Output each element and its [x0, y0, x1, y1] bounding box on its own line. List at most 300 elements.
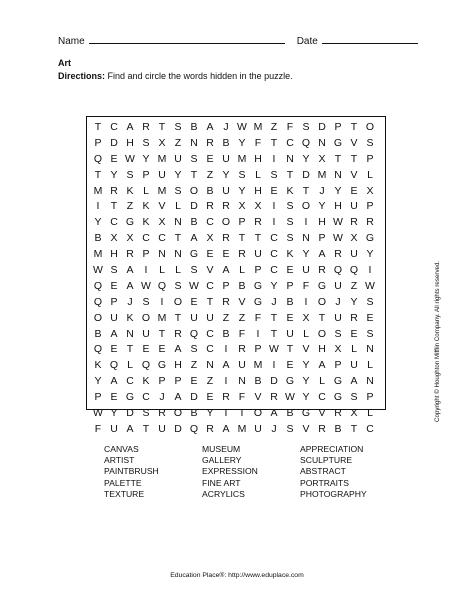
grid-letter[interactable]: U — [142, 327, 150, 340]
grid-letter[interactable]: L — [175, 264, 181, 277]
grid-letter[interactable]: A — [318, 248, 326, 261]
grid-letter[interactable]: Q — [141, 359, 151, 372]
grid-letter[interactable]: L — [239, 264, 245, 277]
grid-letter[interactable]: T — [318, 311, 326, 324]
grid-letter[interactable]: E — [110, 343, 118, 356]
grid-letter[interactable]: Z — [238, 311, 246, 324]
grid-letter[interactable]: M — [253, 121, 263, 133]
grid-letter[interactable]: W — [189, 279, 199, 292]
grid-letter[interactable]: E — [190, 295, 198, 308]
grid-letter[interactable]: B — [190, 216, 198, 229]
grid-letter[interactable]: A — [110, 327, 118, 340]
grid-letter[interactable]: X — [350, 232, 358, 245]
grid-letter[interactable]: U — [110, 422, 118, 435]
grid-letter[interactable]: T — [94, 121, 102, 133]
grid-letter[interactable]: E — [222, 248, 230, 261]
grid-letter[interactable]: N — [158, 248, 166, 261]
grid-letter[interactable]: D — [190, 200, 198, 213]
grid-letter[interactable]: W — [333, 216, 343, 229]
grid-letter[interactable]: S — [238, 168, 246, 181]
grid-letter[interactable]: L — [159, 264, 165, 277]
grid-letter[interactable]: N — [366, 343, 374, 356]
grid-letter[interactable]: W — [269, 343, 279, 356]
grid-letter[interactable]: O — [189, 184, 199, 197]
grid-letter[interactable]: Y — [302, 248, 310, 261]
grid-letter[interactable]: A — [174, 343, 182, 356]
grid-letter[interactable]: U — [254, 422, 262, 435]
grid-letter[interactable]: C — [270, 232, 278, 245]
grid-letter[interactable]: T — [238, 232, 246, 245]
grid-letter[interactable]: Z — [270, 121, 278, 133]
grid-letter[interactable]: K — [94, 359, 102, 372]
grid-letter[interactable]: P — [158, 375, 166, 388]
grid-letter[interactable]: L — [255, 168, 261, 181]
grid-letter[interactable]: K — [126, 311, 134, 324]
grid-letter[interactable]: W — [93, 264, 103, 277]
grid-letter[interactable]: P — [94, 136, 102, 149]
grid-letter[interactable]: W — [333, 232, 343, 245]
grid-letter[interactable]: P — [318, 232, 326, 245]
grid-letter[interactable]: C — [110, 121, 118, 133]
grid-letter[interactable]: E — [286, 359, 294, 372]
grid-letter[interactable]: R — [222, 200, 230, 213]
grid-letter[interactable]: L — [351, 343, 357, 356]
grid-letter[interactable]: U — [302, 264, 310, 277]
grid-letter[interactable]: Q — [109, 359, 119, 372]
grid-letter[interactable]: N — [206, 359, 214, 372]
grid-letter[interactable]: P — [366, 391, 374, 404]
grid-letter[interactable]: L — [175, 200, 181, 213]
grid-letter[interactable]: D — [270, 375, 278, 388]
grid-letter[interactable]: X — [158, 136, 166, 149]
grid-letter[interactable]: G — [125, 391, 135, 404]
grid-letter[interactable]: W — [125, 152, 135, 165]
grid-letter[interactable]: Y — [238, 136, 246, 149]
grid-letter[interactable]: T — [350, 121, 358, 133]
grid-letter[interactable]: G — [253, 295, 263, 308]
grid-letter[interactable]: A — [222, 359, 230, 372]
grid-letter[interactable]: N — [190, 136, 198, 149]
grid-letter[interactable]: Y — [302, 152, 310, 165]
grid-letter[interactable]: U — [158, 422, 166, 435]
grid-letter[interactable]: X — [158, 216, 166, 229]
grid-letter[interactable]: X — [254, 200, 262, 213]
grid-letter[interactable]: V — [206, 264, 214, 277]
grid-letter[interactable]: A — [110, 375, 118, 388]
grid-letter[interactable]: W — [93, 407, 103, 420]
grid-letter[interactable]: P — [110, 295, 118, 308]
grid-letter[interactable]: R — [142, 121, 150, 133]
grid-letter[interactable]: Q — [189, 327, 199, 340]
grid-letter[interactable]: O — [141, 311, 151, 324]
grid-letter[interactable]: N — [318, 136, 326, 149]
grid-letter[interactable]: A — [126, 264, 134, 277]
grid-letter[interactable]: P — [366, 152, 374, 165]
grid-letter[interactable]: U — [350, 200, 358, 213]
grid-letter[interactable]: A — [174, 391, 182, 404]
grid-letter[interactable]: W — [285, 391, 295, 404]
grid-letter[interactable]: E — [110, 152, 118, 165]
grid-letter[interactable]: L — [143, 184, 149, 197]
grid-letter[interactable]: Y — [318, 200, 326, 213]
grid-letter[interactable]: Q — [93, 295, 103, 308]
grid-letter[interactable]: F — [94, 422, 102, 435]
grid-letter[interactable]: Q — [93, 343, 103, 356]
grid-letter[interactable]: B — [94, 232, 102, 245]
grid-letter[interactable]: R — [174, 327, 182, 340]
grid-letter[interactable]: C — [270, 248, 278, 261]
grid-letter[interactable]: K — [126, 184, 134, 197]
grid-letter[interactable]: L — [367, 168, 373, 181]
grid-letter[interactable]: T — [206, 295, 214, 308]
grid-letter[interactable]: H — [254, 184, 262, 197]
grid-letter[interactable]: U — [350, 359, 358, 372]
grid-letter[interactable]: R — [238, 343, 246, 356]
grid-letter[interactable]: E — [206, 391, 214, 404]
grid-letter[interactable]: Y — [238, 184, 246, 197]
grid-letter[interactable]: Q — [93, 152, 103, 165]
grid-letter[interactable]: R — [110, 184, 118, 197]
grid-letter[interactable]: R — [334, 248, 342, 261]
grid-letter[interactable]: L — [367, 359, 373, 372]
grid-letter[interactable]: V — [302, 343, 310, 356]
grid-letter[interactable]: Y — [302, 391, 310, 404]
grid-letter[interactable]: R — [222, 391, 230, 404]
grid-letter[interactable]: T — [126, 343, 134, 356]
grid-letter[interactable]: S — [286, 422, 294, 435]
grid-letter[interactable]: W — [141, 279, 151, 292]
grid-letter[interactable]: I — [256, 327, 260, 340]
grid-letter[interactable]: J — [127, 295, 133, 308]
grid-letter[interactable]: C — [206, 343, 214, 356]
grid-letter[interactable]: E — [270, 184, 278, 197]
grid-letter[interactable]: J — [319, 184, 325, 197]
grid-letter[interactable]: A — [126, 121, 134, 133]
grid-letter[interactable]: C — [206, 216, 214, 229]
grid-letter[interactable]: D — [174, 422, 182, 435]
grid-letter[interactable]: T — [286, 343, 294, 356]
grid-letter[interactable]: I — [224, 343, 228, 356]
grid-letter[interactable]: N — [126, 327, 134, 340]
grid-letter[interactable]: G — [253, 279, 263, 292]
grid-letter[interactable]: B — [254, 375, 262, 388]
grid-letter[interactable]: P — [366, 200, 374, 213]
grid-letter[interactable]: Y — [350, 295, 358, 308]
grid-letter[interactable]: S — [286, 216, 294, 229]
grid-letter[interactable]: A — [318, 359, 326, 372]
grid-letter[interactable]: Z — [126, 200, 134, 213]
grid-letter[interactable]: B — [190, 121, 198, 133]
grid-letter[interactable]: L — [367, 407, 373, 420]
grid-letter[interactable]: E — [350, 184, 358, 197]
grid-letter[interactable]: T — [174, 232, 182, 245]
grid-letter[interactable]: G — [189, 248, 199, 261]
grid-letter[interactable]: U — [238, 359, 246, 372]
grid-letter[interactable]: G — [125, 216, 135, 229]
grid-letter[interactable]: P — [334, 121, 342, 133]
grid-letter[interactable]: V — [318, 407, 326, 420]
grid-letter[interactable]: K — [142, 375, 150, 388]
grid-letter[interactable]: Y — [142, 152, 150, 165]
grid-letter[interactable]: S — [334, 327, 342, 340]
grid-letter[interactable]: E — [206, 152, 214, 165]
grid-letter[interactable]: U — [334, 311, 342, 324]
grid-letter[interactable]: O — [365, 121, 375, 133]
grid-letter[interactable]: E — [110, 279, 118, 292]
grid-letter[interactable]: C — [110, 216, 118, 229]
grid-letter[interactable]: G — [317, 279, 327, 292]
grid-letter[interactable]: Y — [270, 279, 278, 292]
grid-letter[interactable]: M — [253, 359, 263, 372]
grid-letter[interactable]: F — [286, 121, 294, 133]
grid-letter[interactable]: P — [286, 279, 294, 292]
grid-letter[interactable]: V — [158, 200, 166, 213]
grid-letter[interactable]: S — [190, 343, 198, 356]
grid-letter[interactable]: O — [317, 327, 327, 340]
grid-letter[interactable]: V — [350, 136, 358, 149]
grid-letter[interactable]: R — [158, 407, 166, 420]
grid-letter[interactable]: S — [142, 295, 150, 308]
grid-letter[interactable]: O — [301, 200, 311, 213]
grid-letter[interactable]: I — [96, 200, 100, 213]
grid-letter[interactable]: N — [334, 168, 342, 181]
grid-letter[interactable]: J — [271, 295, 277, 308]
grid-letter[interactable]: Q — [189, 422, 199, 435]
grid-letter[interactable]: Y — [110, 407, 118, 420]
grid-letter[interactable]: C — [318, 391, 326, 404]
grid-letter[interactable]: U — [174, 152, 182, 165]
grid-letter[interactable]: M — [93, 184, 103, 197]
grid-letter[interactable]: P — [142, 168, 150, 181]
grid-letter[interactable]: N — [302, 232, 310, 245]
grid-letter[interactable]: U — [286, 327, 294, 340]
grid-letter[interactable]: P — [174, 375, 182, 388]
grid-letter[interactable]: S — [286, 232, 294, 245]
grid-letter[interactable]: R — [318, 422, 326, 435]
grid-letter[interactable]: C — [286, 136, 294, 149]
grid-letter[interactable]: C — [206, 279, 214, 292]
grid-letter[interactable]: G — [301, 407, 311, 420]
grid-letter[interactable]: V — [350, 168, 358, 181]
grid-letter[interactable]: S — [174, 279, 182, 292]
grid-letter[interactable]: T — [142, 422, 150, 435]
grid-letter[interactable]: F — [254, 311, 262, 324]
grid-letter[interactable]: K — [286, 248, 294, 261]
grid-letter[interactable]: N — [174, 216, 182, 229]
grid-letter[interactable]: D — [190, 391, 198, 404]
grid-letter[interactable]: Y — [302, 359, 310, 372]
grid-letter[interactable]: X — [366, 184, 374, 197]
grid-letter[interactable]: O — [173, 295, 183, 308]
grid-letter[interactable]: B — [238, 279, 246, 292]
grid-letter[interactable]: M — [93, 248, 103, 261]
grid-letter[interactable]: R — [222, 295, 230, 308]
grid-letter[interactable]: F — [302, 279, 310, 292]
grid-letter[interactable]: E — [158, 343, 166, 356]
grid-letter[interactable]: U — [110, 311, 118, 324]
grid-letter[interactable]: S — [350, 391, 358, 404]
grid-letter[interactable]: A — [222, 422, 230, 435]
grid-letter[interactable]: M — [157, 311, 167, 324]
grid-letter[interactable]: Z — [350, 279, 358, 292]
grid-letter[interactable]: S — [286, 200, 294, 213]
grid-letter[interactable]: B — [222, 327, 230, 340]
grid-letter[interactable]: R — [270, 391, 278, 404]
grid-letter[interactable]: I — [304, 295, 308, 308]
grid-letter[interactable]: Y — [366, 248, 374, 261]
grid-letter[interactable]: I — [272, 200, 276, 213]
grid-letter[interactable]: P — [142, 248, 150, 261]
grid-letter[interactable]: R — [350, 216, 358, 229]
grid-letter[interactable]: X — [302, 311, 310, 324]
grid-letter[interactable]: N — [286, 152, 294, 165]
grid-letter[interactable]: C — [270, 264, 278, 277]
grid-letter[interactable]: D — [126, 407, 134, 420]
grid-letter[interactable]: I — [304, 216, 308, 229]
grid-letter[interactable]: B — [286, 295, 294, 308]
grid-letter[interactable]: S — [190, 152, 198, 165]
grid-letter[interactable]: N — [238, 375, 246, 388]
grid-letter[interactable]: O — [253, 407, 263, 420]
grid-letter[interactable]: S — [270, 168, 278, 181]
grid-letter[interactable]: I — [240, 407, 244, 420]
grid-letter[interactable]: Z — [206, 168, 214, 181]
grid-letter[interactable]: H — [334, 200, 342, 213]
grid-letter[interactable]: O — [317, 295, 327, 308]
grid-letter[interactable]: P — [238, 216, 246, 229]
grid-letter[interactable]: G — [285, 375, 295, 388]
grid-letter[interactable]: O — [93, 311, 103, 324]
grid-letter[interactable]: X — [334, 343, 342, 356]
grid-letter[interactable]: D — [318, 121, 326, 133]
grid-letter[interactable]: M — [237, 152, 247, 165]
grid-letter[interactable]: B — [190, 407, 198, 420]
grid-letter[interactable]: X — [126, 232, 134, 245]
grid-letter[interactable]: T — [190, 168, 198, 181]
grid-letter[interactable]: M — [237, 422, 247, 435]
grid-letter[interactable]: U — [206, 311, 214, 324]
grid-letter[interactable]: C — [142, 391, 150, 404]
grid-letter[interactable]: H — [174, 359, 182, 372]
grid-letter[interactable]: L — [127, 359, 133, 372]
grid-letter[interactable]: B — [222, 136, 230, 149]
grid-letter[interactable]: S — [110, 264, 118, 277]
grid-letter[interactable]: W — [237, 121, 247, 133]
grid-letter[interactable]: Y — [94, 216, 102, 229]
grid-letter[interactable]: R — [206, 200, 214, 213]
grid-letter[interactable]: V — [254, 391, 262, 404]
grid-letter[interactable]: T — [334, 152, 342, 165]
grid-letter[interactable]: A — [270, 407, 278, 420]
grid-letter[interactable]: H — [126, 136, 134, 149]
grid-letter[interactable]: T — [270, 311, 278, 324]
grid-letter[interactable]: S — [190, 264, 198, 277]
grid-letter[interactable]: V — [238, 295, 246, 308]
grid-letter[interactable]: E — [206, 248, 214, 261]
grid-letter[interactable]: Y — [110, 168, 118, 181]
grid-letter[interactable]: N — [366, 375, 374, 388]
grid-letter[interactable]: T — [254, 232, 262, 245]
grid-letter[interactable]: X — [206, 232, 214, 245]
grid-letter[interactable]: P — [254, 264, 262, 277]
grid-letter[interactable]: L — [303, 327, 309, 340]
grid-letter[interactable]: A — [126, 422, 134, 435]
grid-letter[interactable]: Y — [334, 184, 342, 197]
grid-letter[interactable]: T — [174, 311, 182, 324]
grid-letter[interactable]: B — [334, 422, 342, 435]
grid-letter[interactable]: G — [157, 359, 167, 372]
grid-letter[interactable]: P — [334, 359, 342, 372]
grid-letter[interactable]: R — [254, 216, 262, 229]
grid-letter[interactable]: Q — [349, 264, 359, 277]
grid-letter[interactable]: B — [206, 184, 214, 197]
grid-letter[interactable]: R — [206, 422, 214, 435]
grid-letter[interactable]: S — [366, 327, 374, 340]
grid-letter[interactable]: Q — [301, 136, 311, 149]
grid-letter[interactable]: L — [319, 375, 325, 388]
grid-letter[interactable]: J — [335, 295, 341, 308]
grid-letter[interactable]: U — [222, 152, 230, 165]
grid-letter[interactable]: M — [157, 152, 167, 165]
grid-letter[interactable]: I — [224, 375, 228, 388]
grid-letter[interactable]: H — [110, 248, 118, 261]
grid-letter[interactable]: I — [272, 152, 276, 165]
grid-letter[interactable]: X — [350, 407, 358, 420]
grid-letter[interactable]: K — [286, 184, 294, 197]
grid-letter[interactable]: R — [238, 248, 246, 261]
grid-letter[interactable]: Q — [157, 279, 167, 292]
grid-letter[interactable]: Q — [93, 279, 103, 292]
grid-letter[interactable]: G — [333, 136, 343, 149]
grid-letter[interactable]: S — [142, 136, 150, 149]
grid-letter[interactable]: I — [272, 359, 276, 372]
grid-letter[interactable]: R — [366, 216, 374, 229]
grid-letter[interactable]: X — [110, 232, 118, 245]
grid-letter[interactable]: K — [142, 200, 150, 213]
grid-letter[interactable]: Q — [333, 264, 343, 277]
grid-letter[interactable]: U — [350, 248, 358, 261]
grid-letter[interactable]: I — [160, 295, 164, 308]
grid-letter[interactable]: T — [158, 121, 166, 133]
grid-letter[interactable]: E — [286, 311, 294, 324]
grid-letter[interactable]: T — [270, 327, 278, 340]
grid-letter[interactable]: E — [286, 264, 294, 277]
name-blank-line[interactable] — [89, 34, 285, 44]
grid-letter[interactable]: X — [318, 152, 326, 165]
grid-letter[interactable]: C — [206, 327, 214, 340]
grid-letter[interactable]: G — [333, 375, 343, 388]
grid-letter[interactable]: Z — [190, 359, 198, 372]
grid-letter[interactable]: T — [350, 152, 358, 165]
grid-letter[interactable]: U — [254, 248, 262, 261]
grid-letter[interactable]: F — [254, 136, 262, 149]
grid-letter[interactable]: T — [110, 200, 118, 213]
grid-letter[interactable]: R — [126, 248, 134, 261]
grid-letter[interactable]: C — [126, 375, 134, 388]
grid-letter[interactable]: E — [350, 327, 358, 340]
grid-letter[interactable]: U — [334, 279, 342, 292]
grid-letter[interactable]: T — [158, 327, 166, 340]
grid-letter[interactable]: A — [206, 121, 214, 133]
grid-letter[interactable]: B — [286, 407, 294, 420]
grid-letter[interactable]: Y — [302, 375, 310, 388]
grid-letter[interactable]: K — [142, 216, 150, 229]
grid-letter[interactable]: G — [333, 391, 343, 404]
grid-letter[interactable]: D — [110, 136, 118, 149]
grid-letter[interactable]: Y — [206, 407, 214, 420]
grid-letter[interactable]: T — [222, 407, 230, 420]
grid-letter[interactable]: E — [110, 391, 118, 404]
